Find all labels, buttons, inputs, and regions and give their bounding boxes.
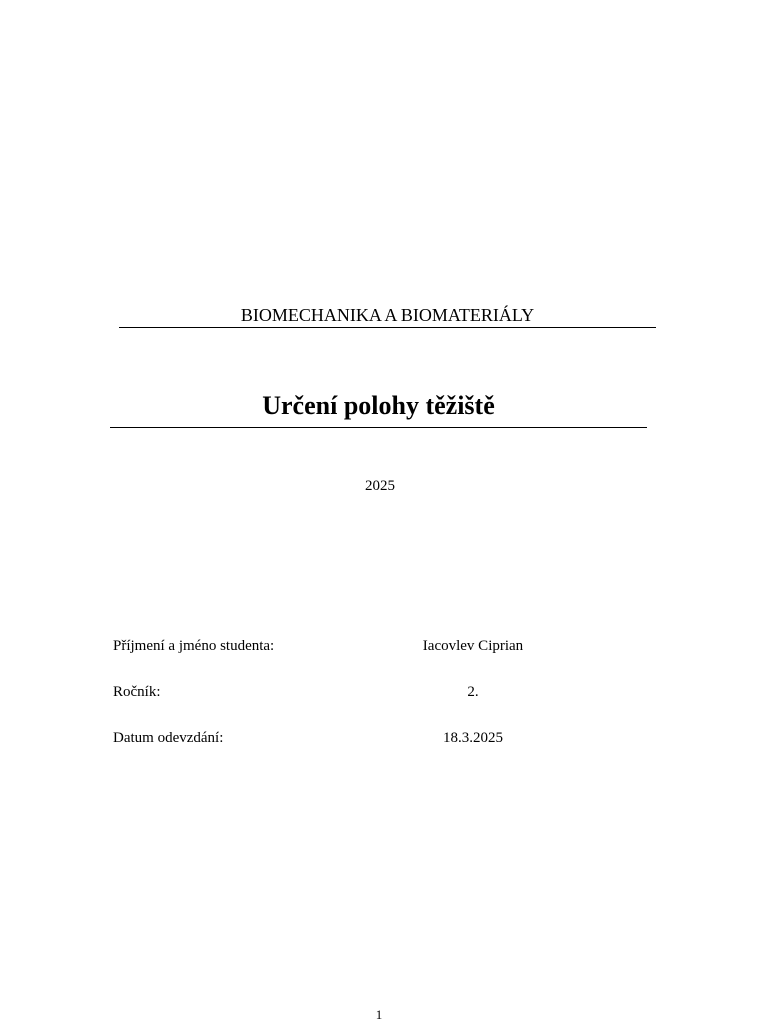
info-row-submission-date	[113, 728, 593, 748]
document-title-underline	[110, 427, 647, 428]
document-title: Určení polohy těžiště	[262, 391, 495, 420]
course-title-underline	[119, 327, 656, 328]
document-year: 2025	[365, 478, 395, 494]
info-value: 18.3.2025	[443, 730, 503, 746]
info-row-student-name	[113, 636, 593, 656]
course-title: BIOMECHANIKA A BIOMATERIÁLY	[240, 305, 535, 325]
info-label: Datum odevzdání:	[113, 730, 224, 746]
info-label: Ročník:	[113, 684, 161, 700]
info-value: 2.	[467, 684, 479, 700]
info-label: Příjmení a jméno studenta:	[113, 638, 275, 654]
info-value: Iacovlev Ciprian	[422, 638, 524, 654]
page-number: 1	[375, 1007, 383, 1022]
info-row-year-of-study	[113, 682, 593, 702]
